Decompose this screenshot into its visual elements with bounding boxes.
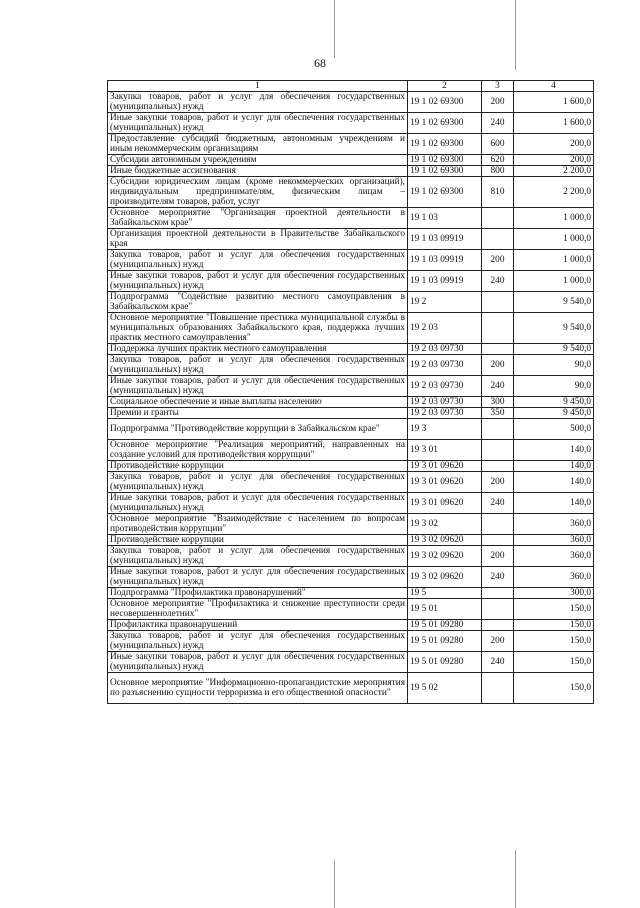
row-name: Основное мероприятие "Повышение престижа муниципальной службы в муниципальных образованиях Забайкальского края, поддержка лучших практик местного самоуправления": [108, 313, 408, 344]
row-name: Иные бюджетные ассигнования: [108, 166, 408, 177]
page-number: 68: [314, 56, 326, 70]
row-amount: 9 540,0: [514, 344, 594, 355]
header-row: [108, 81, 594, 92]
row-amount: 140,0: [514, 440, 594, 461]
table-body: [108, 92, 594, 704]
row-amount: 1 600,0: [514, 113, 594, 134]
row-name: Основное мероприятие "Профилактика и снижение преступности среди несовершеннолетних": [108, 599, 408, 620]
row-code: 19 3 02 09620: [408, 546, 482, 567]
row-amount: 300,0: [514, 588, 594, 599]
row-amount: 360,0: [514, 535, 594, 546]
row-expense-type: 600: [482, 134, 514, 155]
row-expense-type: 240: [482, 376, 514, 397]
row-code: 19 1 03 09919: [408, 250, 482, 271]
table-row: [108, 292, 594, 313]
row-code: 19 1 03: [408, 208, 482, 229]
row-expense-type: 240: [482, 113, 514, 134]
table-row: [108, 134, 594, 155]
row-name: Субсидии юридическим лицам (кроме некоммерческих организаций), индивидуальным предпринимателям, физическим лицам – производителям товаров, работ, услуг: [108, 177, 408, 208]
table-row: [108, 397, 594, 408]
table-row: [108, 344, 594, 355]
row-expense-type: 200: [482, 631, 514, 652]
row-amount: 2 200,0: [514, 177, 594, 208]
table-row: [108, 113, 594, 134]
row-amount: 1 000,0: [514, 229, 594, 250]
row-code: 19 5 01: [408, 599, 482, 620]
row-expense-type: 200: [482, 355, 514, 376]
row-name: Профилактика правонарушений: [108, 620, 408, 631]
table-row: [108, 92, 594, 113]
row-amount: 150,0: [514, 620, 594, 631]
row-expense-type: 200: [482, 92, 514, 113]
row-name: Противодействие коррупции: [108, 535, 408, 546]
row-expense-type: 620: [482, 155, 514, 166]
row-code: 19 2 03 09730: [408, 344, 482, 355]
table-row: [108, 271, 594, 292]
row-expense-type: 240: [482, 493, 514, 514]
row-code: 19 3 01 09620: [408, 493, 482, 514]
row-amount: 9 450,0: [514, 408, 594, 419]
row-amount: 140,0: [514, 472, 594, 493]
row-code: 19 1 02 69300: [408, 92, 482, 113]
row-amount: 9 450,0: [514, 397, 594, 408]
table-row: [108, 229, 594, 250]
table-row: [108, 493, 594, 514]
row-name: Основное мероприятие "Взаимодействие с населением по вопросам противодействия коррупции": [108, 514, 408, 535]
table-row: [108, 313, 594, 344]
row-name: Иные закупки товаров, работ и услуг для обеспечения государственных (муниципальных) нужд: [108, 652, 408, 673]
row-name: Закупка товаров, работ и услуг для обеспечения государственных (муниципальных) нужд: [108, 472, 408, 493]
table-row: [108, 250, 594, 271]
row-code: 19 3 02 09620: [408, 567, 482, 588]
row-name: Премии и гранты: [108, 408, 408, 419]
row-name: Закупка товаров, работ и услуг для обеспечения государственных (муниципальных) нужд: [108, 250, 408, 271]
row-amount: 150,0: [514, 631, 594, 652]
table-row: [108, 620, 594, 631]
table-row: [108, 166, 594, 177]
column-header: 2: [408, 81, 482, 92]
row-code: 19 5 01 09280: [408, 652, 482, 673]
table-row: [108, 599, 594, 620]
row-name: Противодействие коррупции: [108, 461, 408, 472]
scan-artifact-line: [334, 860, 335, 908]
row-code: 19 3 01: [408, 440, 482, 461]
row-expense-type: 800: [482, 166, 514, 177]
row-code: 19 2 03 09730: [408, 397, 482, 408]
row-amount: 360,0: [514, 567, 594, 588]
table-row: [108, 155, 594, 166]
row-code: 19 1 02 69300: [408, 113, 482, 134]
row-name: Подпрограмма "Содействие развитию местного самоуправления в Забайкальском крае": [108, 292, 408, 313]
table-row: [108, 177, 594, 208]
row-code: 19 1 02 69300: [408, 134, 482, 155]
row-amount: 1 000,0: [514, 250, 594, 271]
table-row: [108, 461, 594, 472]
row-amount: 200,0: [514, 134, 594, 155]
row-name: Основное мероприятие "Реализация мероприятий, направленных на создание условий для противодействия коррупции": [108, 440, 408, 461]
table-row: [108, 208, 594, 229]
row-amount: 9 540,0: [514, 313, 594, 344]
row-code: 19 5 02: [408, 673, 482, 704]
row-expense-type: [482, 292, 514, 313]
row-amount: 140,0: [514, 493, 594, 514]
row-name: Подпрограмма "Противодействие коррупции в Забайкальском крае": [108, 419, 408, 440]
row-expense-type: [482, 535, 514, 546]
row-amount: 150,0: [514, 673, 594, 704]
table-row: [108, 588, 594, 599]
row-expense-type: [482, 461, 514, 472]
row-name: Иные закупки товаров, работ и услуг для обеспечения государственных (муниципальных) нужд: [108, 376, 408, 397]
table-row: [108, 673, 594, 704]
row-amount: 150,0: [514, 652, 594, 673]
row-code: 19 3 01 09620: [408, 461, 482, 472]
row-expense-type: 350: [482, 408, 514, 419]
row-code: 19 2: [408, 292, 482, 313]
row-amount: 1 600,0: [514, 92, 594, 113]
row-expense-type: [482, 419, 514, 440]
row-name: Закупка товаров, работ и услуг для обеспечения государственных (муниципальных) нужд: [108, 355, 408, 376]
row-name: Иные закупки товаров, работ и услуг для обеспечения государственных (муниципальных) нужд: [108, 271, 408, 292]
row-code: 19 3 01 09620: [408, 472, 482, 493]
row-name: Поддержка лучших практик местного самоуправления: [108, 344, 408, 355]
row-expense-type: [482, 599, 514, 620]
row-amount: 500,0: [514, 419, 594, 440]
row-expense-type: 300: [482, 397, 514, 408]
row-expense-type: 200: [482, 546, 514, 567]
row-code: 19 2 03: [408, 313, 482, 344]
row-amount: 90,0: [514, 376, 594, 397]
row-code: 19 1 02 69300: [408, 166, 482, 177]
scan-artifact-line: [515, 850, 516, 908]
row-code: 19 1 02 69300: [408, 177, 482, 208]
row-amount: 150,0: [514, 599, 594, 620]
row-name: Закупка товаров, работ и услуг для обеспечения государственных (муниципальных) нужд: [108, 92, 408, 113]
row-expense-type: 200: [482, 472, 514, 493]
row-expense-type: [482, 673, 514, 704]
table-row: [108, 514, 594, 535]
row-name: Организация проектной деятельности в Правительстве Забайкальского края: [108, 229, 408, 250]
row-expense-type: 200: [482, 250, 514, 271]
table-row: [108, 652, 594, 673]
row-expense-type: [482, 514, 514, 535]
row-expense-type: [482, 440, 514, 461]
table-row: [108, 535, 594, 546]
row-expense-type: 240: [482, 567, 514, 588]
row-code: 19 3 02 09620: [408, 535, 482, 546]
row-expense-type: [482, 229, 514, 250]
table-row: [108, 472, 594, 493]
row-expense-type: 810: [482, 177, 514, 208]
table-row: [108, 376, 594, 397]
row-code: 19 1 03 09919: [408, 271, 482, 292]
column-header: 3: [482, 81, 514, 92]
row-code: 19 1 02 69300: [408, 155, 482, 166]
row-amount: 200,0: [514, 155, 594, 166]
row-name: Основное мероприятие "Информационно-пропагандистские мероприятия по разъяснению сущности терроризма и его общественной опасности": [108, 673, 408, 704]
row-amount: 140,0: [514, 461, 594, 472]
row-name: Социальное обеспечение и иные выплаты населению: [108, 397, 408, 408]
row-amount: 1 000,0: [514, 208, 594, 229]
row-name: Иные закупки товаров, работ и услуг для обеспечения государственных (муниципальных) нужд: [108, 113, 408, 134]
table-row: [108, 408, 594, 419]
row-amount: 2 200,0: [514, 166, 594, 177]
row-expense-type: 240: [482, 271, 514, 292]
table-row: [108, 567, 594, 588]
row-expense-type: [482, 620, 514, 631]
row-expense-type: [482, 208, 514, 229]
row-code: 19 2 03 09730: [408, 408, 482, 419]
row-name: Предоставление субсидий бюджетным, автономным учреждениям и иным некоммерческим организациям: [108, 134, 408, 155]
row-name: Иные закупки товаров, работ и услуг для обеспечения государственных (муниципальных) нужд: [108, 567, 408, 588]
row-code: 19 2 03 09730: [408, 355, 482, 376]
row-expense-type: 240: [482, 652, 514, 673]
row-name: Иные закупки товаров, работ и услуг для обеспечения государственных (муниципальных) нужд: [108, 493, 408, 514]
row-amount: 360,0: [514, 514, 594, 535]
row-name: Субсидии автономным учреждениям: [108, 155, 408, 166]
row-code: 19 3 02: [408, 514, 482, 535]
column-header: 1: [108, 81, 408, 92]
column-header: 4: [514, 81, 594, 92]
row-expense-type: [482, 344, 514, 355]
row-expense-type: [482, 588, 514, 599]
row-code: 19 5: [408, 588, 482, 599]
table-row: [108, 440, 594, 461]
row-code: 19 2 03 09730: [408, 376, 482, 397]
scan-artifact-line: [334, 0, 335, 58]
row-code: 19 5 01 09280: [408, 631, 482, 652]
row-amount: 90,0: [514, 355, 594, 376]
table-row: [108, 546, 594, 567]
row-amount: 1 000,0: [514, 271, 594, 292]
row-code: 19 1 03 09919: [408, 229, 482, 250]
table-row: [108, 419, 594, 440]
row-amount: 9 540,0: [514, 292, 594, 313]
budget-table: [107, 80, 594, 704]
row-name: Закупка товаров, работ и услуг для обеспечения государственных (муниципальных) нужд: [108, 546, 408, 567]
row-name: Подпрограмма "Профилактика правонарушений": [108, 588, 408, 599]
row-expense-type: [482, 313, 514, 344]
table-row: [108, 631, 594, 652]
row-code: 19 3: [408, 419, 482, 440]
row-name: Закупка товаров, работ и услуг для обеспечения государственных (муниципальных) нужд: [108, 631, 408, 652]
table-row: [108, 355, 594, 376]
row-amount: 360,0: [514, 546, 594, 567]
row-code: 19 5 01 09280: [408, 620, 482, 631]
row-name: Основное мероприятие "Организация проектной деятельности в Забайкальском крае": [108, 208, 408, 229]
